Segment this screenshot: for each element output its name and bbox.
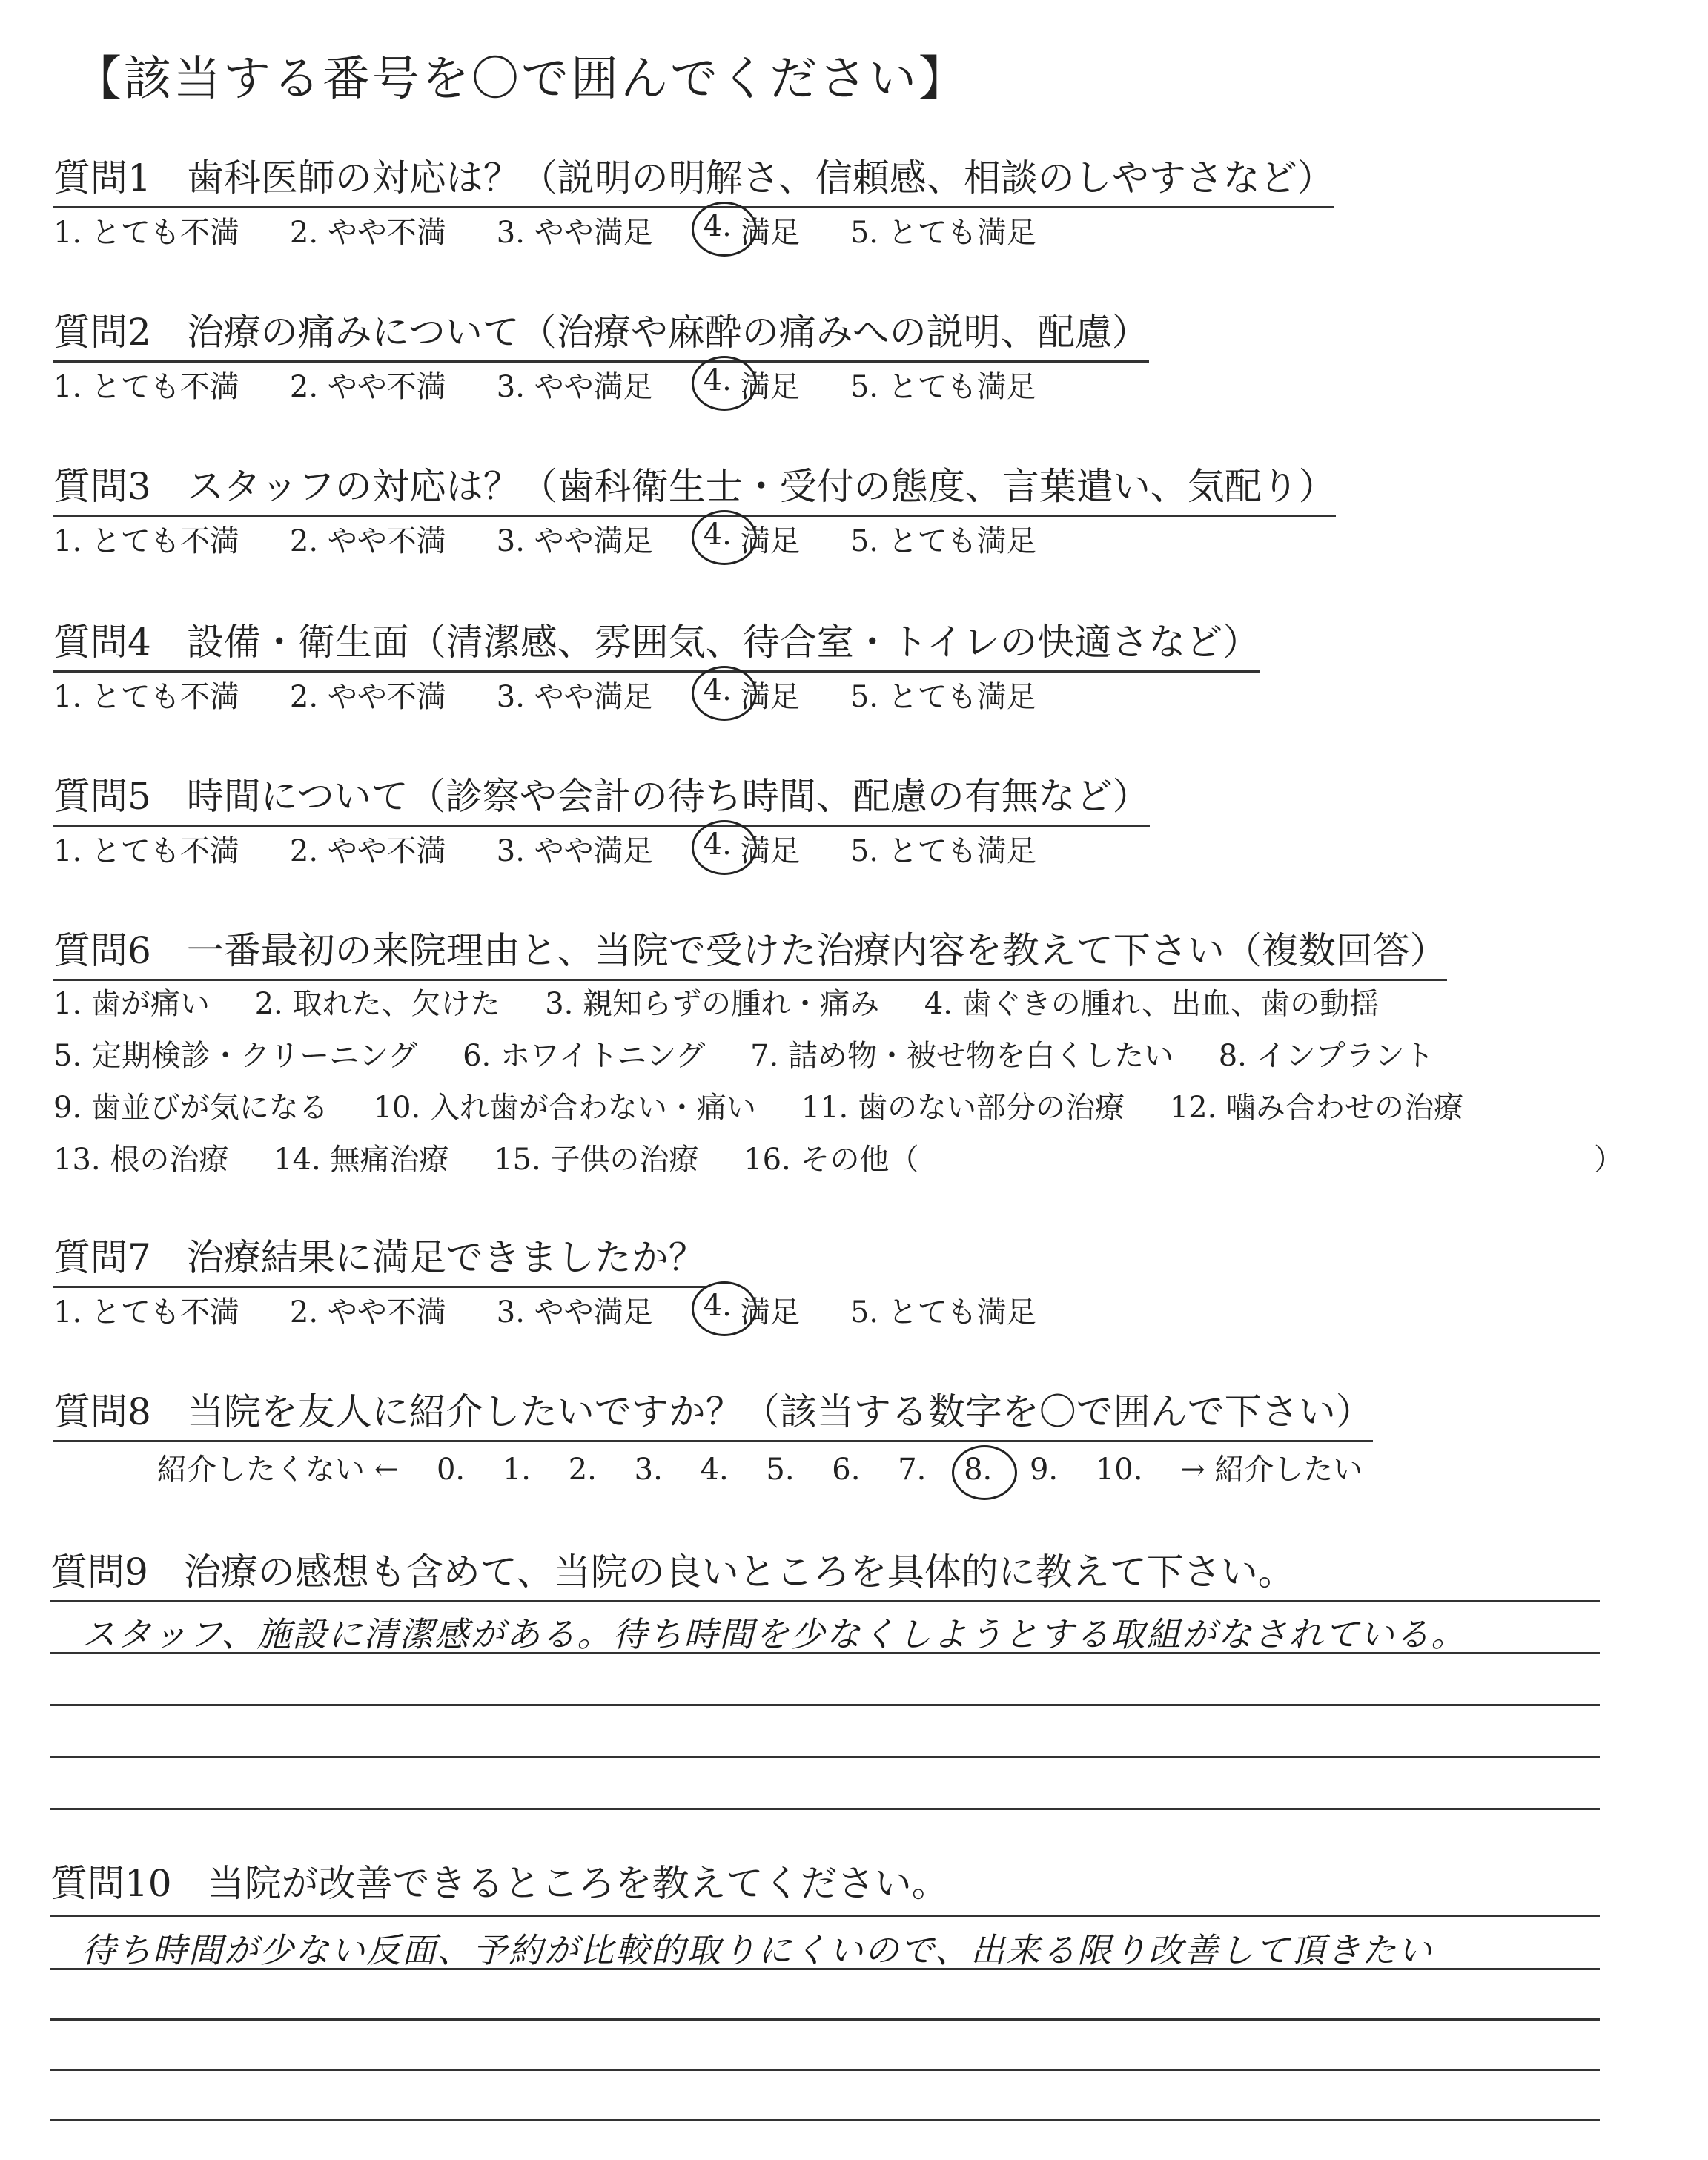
option-3[interactable]: 3. やや満足 (496, 370, 653, 404)
q6-option-5-label: 定期検診・クリーニング (92, 1039, 418, 1073)
answer-line (50, 1600, 1600, 1602)
question-text: 歯科医師の対応は？（説明の明解さ、信頼感、相談のしやすさなど） (186, 156, 1334, 199)
question-text: 治療の感想も含めて、当院の良いところを具体的に教えて下さい。 (183, 1550, 1295, 1593)
q6-option-10[interactable]: 10. 入れ歯が合わない・痛い (373, 1091, 756, 1125)
q6-row-2 (53, 1032, 1470, 1074)
handwritten-answer[interactable]: 待ち時間が少ない反面、予約が比較的取りにくいので、出来る限り改善して頂きたい (82, 1930, 1434, 1970)
q6-option-16[interactable]: 16. その他（ (744, 1143, 919, 1177)
scale-1[interactable]: 1. (502, 1453, 532, 1487)
question-text: 設備・衛生面（清潔感、雰囲気、待合室・トイレの快適さなど） (186, 621, 1260, 664)
option-1[interactable]: 1. とても不満 (53, 524, 239, 558)
question-text: スタッフの対応は？（歯科衛生士・受付の態度、言葉遣い、気配り） (186, 465, 1336, 508)
q6-option-9[interactable]: 9. 歯並びが気になる (53, 1091, 328, 1125)
q6-option-13[interactable]: 13. 根の治療 (53, 1143, 229, 1177)
q6-option-12[interactable]: 12. 噛み合わせの治療 (1169, 1091, 1464, 1125)
scale-6[interactable]: 6. (832, 1453, 861, 1487)
q6-other-close-paren: ） (1594, 1143, 1623, 1177)
option-5[interactable]: 5. とても満足 (850, 1295, 1036, 1330)
question-heading (53, 148, 1334, 208)
answer-options (53, 673, 1087, 716)
q6-option-3[interactable]: 3. 親知らずの腫れ・痛み (545, 987, 880, 1021)
question-number: 質問7 (53, 1236, 151, 1279)
scale-5[interactable]: 5. (766, 1453, 795, 1487)
scale-0[interactable]: 0. (436, 1453, 466, 1487)
question-text: 治療結果に満足できましたか？ (186, 1236, 706, 1279)
question-number: 質問8 (53, 1390, 151, 1433)
q6-option-14[interactable]: 14. 無痛治療 (274, 1143, 449, 1177)
q6-option-5-circled[interactable]: 5. (53, 1039, 82, 1073)
answer-line (50, 1756, 1600, 1758)
option-1[interactable]: 1. とても不満 (53, 1295, 239, 1330)
question-number: 質問6 (53, 929, 151, 972)
option-4-circled[interactable]: 4. (704, 828, 732, 870)
option-3[interactable]: 3. やや満足 (496, 834, 653, 868)
option-2[interactable]: 2. やや不満 (289, 216, 446, 250)
question-heading (53, 457, 1336, 517)
answer-line (50, 2018, 1600, 2021)
q6-option-7[interactable]: 7. 詰め物・被せ物を白くしたい (750, 1039, 1174, 1073)
answer-line (50, 1652, 1600, 1654)
answer-options (53, 363, 1087, 406)
scale-9[interactable]: 9. (1029, 1453, 1059, 1487)
question-text: 当院が改善できるところを教えてください。 (207, 1862, 949, 1905)
form-title: 【該当する番号を〇で囲んでください】 (74, 52, 968, 107)
handwritten-answer[interactable]: スタッフ、施設に清潔感がある。待ち時間を少なくしようとする取組がなされている。 (82, 1614, 1467, 1654)
option-4-label: 満足 (740, 680, 800, 714)
answer-options (53, 518, 1087, 560)
scale-right-label: → 紹介したい (1180, 1453, 1363, 1487)
option-4-label: 満足 (740, 834, 800, 868)
recommend-scale (157, 1446, 1391, 1488)
question-text: 当院を友人に紹介したいですか？（該当する数字を〇で囲んで下さい） (186, 1390, 1373, 1433)
q6-option-1[interactable]: 1. 歯が痛い (53, 987, 210, 1021)
option-4-circled[interactable]: 4. (704, 209, 732, 251)
scale-2[interactable]: 2. (568, 1453, 597, 1487)
option-4-label: 満足 (740, 524, 800, 558)
option-4-label: 満足 (740, 1295, 800, 1330)
question-number: 質問3 (53, 465, 151, 508)
answer-options (53, 209, 1087, 251)
option-3[interactable]: 3. やや満足 (496, 524, 653, 558)
question-number: 質問2 (53, 311, 151, 354)
option-4-circled[interactable]: 4. (704, 673, 732, 716)
answer-line (50, 2119, 1600, 2121)
option-4-circled[interactable]: 4. (704, 363, 732, 406)
q6-option-11[interactable]: 11. 歯のない部分の治療 (801, 1091, 1125, 1125)
option-2[interactable]: 2. やや不満 (289, 524, 446, 558)
option-4-label: 満足 (740, 216, 800, 250)
answer-line (50, 1915, 1600, 1917)
option-2[interactable]: 2. やや不満 (289, 680, 446, 714)
option-5[interactable]: 5. とても満足 (850, 834, 1036, 868)
scale-left-label: 紹介したくない ← (157, 1453, 400, 1487)
question-number: 質問10 (50, 1862, 172, 1905)
question-heading (53, 1228, 706, 1288)
question-heading (53, 767, 1150, 827)
q6-option-2[interactable]: 2. 取れた、欠けた (254, 987, 500, 1021)
option-2[interactable]: 2. やや不満 (289, 834, 446, 868)
option-5[interactable]: 5. とても満足 (850, 370, 1036, 404)
option-1[interactable]: 1. とても不満 (53, 834, 239, 868)
q6-row-1 (53, 980, 1414, 1023)
question-heading (53, 303, 1149, 363)
question-text: 時間について（診察や会計の待ち時間、配慮の有無など） (186, 775, 1150, 818)
question-heading (50, 1854, 949, 1907)
question-number: 質問5 (53, 775, 151, 818)
option-4-circled[interactable]: 4. (704, 1289, 732, 1331)
option-1[interactable]: 1. とても不満 (53, 680, 239, 714)
option-2[interactable]: 2. やや不満 (289, 370, 446, 404)
answer-line (50, 1808, 1600, 1810)
scale-8-circled[interactable]: 8. (964, 1453, 993, 1487)
scale-4[interactable]: 4. (700, 1453, 729, 1487)
question-number: 質問9 (50, 1550, 148, 1593)
scale-7[interactable]: 7. (898, 1453, 927, 1487)
answer-options (53, 828, 1087, 870)
q6-row-4 (53, 1136, 954, 1178)
q6-option-6[interactable]: 6. ホワイトニング (463, 1039, 706, 1073)
question-text: 一番最初の来院理由と、当院で受けた治療内容を教えて下さい（複数回答） (186, 929, 1447, 972)
scale-3[interactable]: 3. (634, 1453, 663, 1487)
option-4-label: 満足 (740, 370, 800, 404)
q6-option-8[interactable]: 8. インプラント (1218, 1039, 1434, 1073)
question-number: 質問4 (53, 621, 151, 664)
question-heading (53, 921, 1447, 981)
question-heading (50, 1542, 1295, 1596)
option-5[interactable]: 5. とても満足 (850, 216, 1036, 250)
answer-line (50, 1968, 1600, 1970)
q6-row-3 (53, 1084, 1499, 1126)
q6-option-4[interactable]: 4. 歯ぐきの腫れ、出血、歯の動揺 (924, 987, 1380, 1021)
question-number: 質問1 (53, 156, 151, 199)
answer-line (50, 2069, 1600, 2071)
option-3[interactable]: 3. やや満足 (496, 680, 653, 714)
answer-options (53, 1289, 1087, 1331)
question-heading (53, 1382, 1373, 1442)
option-5[interactable]: 5. とても満足 (850, 524, 1036, 558)
option-2[interactable]: 2. やや不満 (289, 1295, 446, 1330)
option-3[interactable]: 3. やや満足 (496, 216, 653, 250)
answer-line (50, 1704, 1600, 1706)
scale-10[interactable]: 10. (1095, 1453, 1143, 1487)
option-4-circled[interactable]: 4. (704, 518, 732, 560)
option-5[interactable]: 5. とても満足 (850, 680, 1036, 714)
option-3[interactable]: 3. やや満足 (496, 1295, 653, 1330)
question-text: 治療の痛みについて（治療や麻酔の痛みへの説明、配慮） (186, 311, 1149, 354)
option-1[interactable]: 1. とても不満 (53, 216, 239, 250)
q6-option-15[interactable]: 15. 子供の治療 (494, 1143, 699, 1177)
question-heading (53, 612, 1260, 673)
option-1[interactable]: 1. とても不満 (53, 370, 239, 404)
